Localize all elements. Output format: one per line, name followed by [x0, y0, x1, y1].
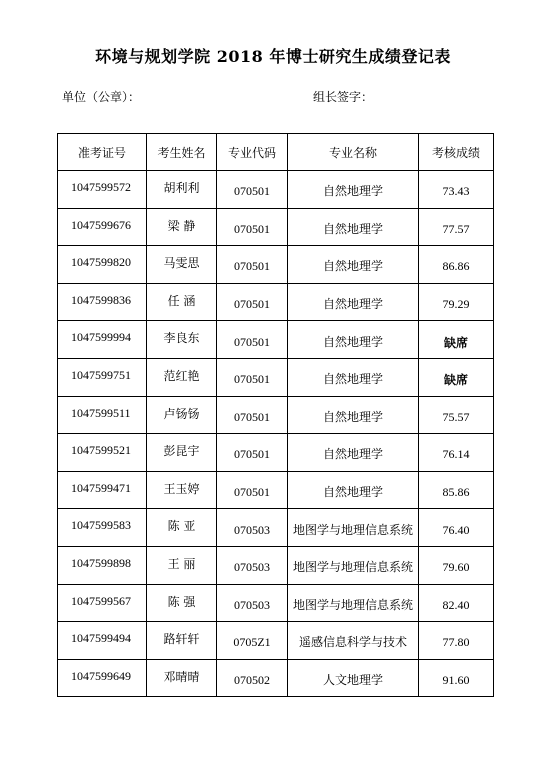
major-code-cell: 070501 [217, 396, 288, 434]
table-row [58, 208, 494, 246]
grades-table [57, 133, 494, 697]
table-row [58, 171, 494, 209]
score-cell: 79.29 [419, 283, 494, 321]
exam-id-cell: 1047599898 [58, 546, 147, 584]
major-name-cell: 人文地理学 [288, 659, 419, 697]
student-name-cell: 范红艳 [147, 358, 217, 396]
exam-id-cell: 1047599471 [58, 471, 147, 509]
score-cell: 77.80 [419, 622, 494, 660]
score-cell: 76.14 [419, 434, 494, 472]
exam-id-cell: 1047599567 [58, 584, 147, 622]
exam-id-cell: 1047599820 [58, 246, 147, 284]
table-row [58, 622, 494, 660]
major-code-cell: 070501 [217, 321, 288, 359]
student-name-cell: 王 丽 [147, 546, 217, 584]
major-code-cell: 070501 [217, 471, 288, 509]
exam-id-cell: 1047599521 [58, 434, 147, 472]
table-row [58, 509, 494, 547]
table-row [58, 584, 494, 622]
exam-id-cell: 1047599751 [58, 358, 147, 396]
score-cell: 缺席 [419, 321, 494, 359]
major-name-cell: 地图学与地理信息系统 [288, 546, 419, 584]
score-cell: 91.60 [419, 659, 494, 697]
column-header-exam-id: 准考证号 [58, 134, 147, 171]
major-name-cell: 自然地理学 [288, 396, 419, 434]
major-name-cell: 遥感信息科学与技术 [288, 622, 419, 660]
major-name-cell: 地图学与地理信息系统 [288, 584, 419, 622]
major-code-cell: 070503 [217, 509, 288, 547]
major-name-cell: 自然地理学 [288, 171, 419, 209]
score-cell: 缺席 [419, 358, 494, 396]
column-header-major-code: 专业代码 [217, 134, 288, 171]
major-code-cell: 070501 [217, 246, 288, 284]
student-name-cell: 王玉婷 [147, 471, 217, 509]
major-code-cell: 070501 [217, 358, 288, 396]
score-cell: 82.40 [419, 584, 494, 622]
table-row [58, 546, 494, 584]
table-row [58, 246, 494, 284]
student-name-cell: 卢钖钖 [147, 396, 217, 434]
student-name-cell: 路轩轩 [147, 622, 217, 660]
column-header-name: 考生姓名 [147, 134, 217, 171]
student-name-cell: 陈 强 [147, 584, 217, 622]
student-name-cell: 邓晴晴 [147, 659, 217, 697]
student-name-cell: 彭昆宇 [147, 434, 217, 472]
major-name-cell: 自然地理学 [288, 283, 419, 321]
leader-signature-label: 组长签字： [313, 90, 374, 104]
table-row [58, 358, 494, 396]
exam-id-cell: 1047599494 [58, 622, 147, 660]
exam-id-cell: 1047599583 [58, 509, 147, 547]
table-row [58, 283, 494, 321]
student-name-cell: 陈 亚 [147, 509, 217, 547]
major-name-cell: 自然地理学 [288, 321, 419, 359]
exam-id-cell: 1047599649 [58, 659, 147, 697]
major-name-cell: 自然地理学 [288, 471, 419, 509]
exam-id-cell: 1047599511 [58, 396, 147, 434]
student-name-cell: 梁 静 [147, 208, 217, 246]
score-cell: 75.57 [419, 396, 494, 434]
major-name-cell: 自然地理学 [288, 208, 419, 246]
column-header-score: 考核成绩 [419, 134, 494, 171]
major-code-cell: 070501 [217, 171, 288, 209]
column-header-major-name: 专业名称 [288, 134, 419, 171]
score-cell: 86.86 [419, 246, 494, 284]
major-code-cell: 070501 [217, 208, 288, 246]
major-name-cell: 自然地理学 [288, 246, 419, 284]
score-cell: 73.43 [419, 171, 494, 209]
page-title: 环境与规划学院 2018 年博士研究生成绩登记表 [95, 47, 451, 66]
score-cell: 79.60 [419, 546, 494, 584]
table-row [58, 659, 494, 697]
major-code-cell: 070503 [217, 546, 288, 584]
student-name-cell: 马雯思 [147, 246, 217, 284]
score-cell: 76.40 [419, 509, 494, 547]
table-body [58, 171, 494, 697]
exam-id-cell: 1047599836 [58, 283, 147, 321]
major-code-cell: 070501 [217, 434, 288, 472]
table-row [58, 471, 494, 509]
score-cell: 85.86 [419, 471, 494, 509]
major-name-cell: 地图学与地理信息系统 [288, 509, 419, 547]
table-row [58, 434, 494, 472]
table-header-row [58, 134, 494, 171]
unit-seal-label: 单位（公章）： [62, 90, 141, 104]
major-code-cell: 070501 [217, 283, 288, 321]
exam-id-cell: 1047599994 [58, 321, 147, 359]
major-code-cell: 0705Z1 [217, 622, 288, 660]
major-code-cell: 070502 [217, 659, 288, 697]
score-cell: 77.57 [419, 208, 494, 246]
major-name-cell: 自然地理学 [288, 358, 419, 396]
exam-id-cell: 1047599572 [58, 171, 147, 209]
student-name-cell: 李良东 [147, 321, 217, 359]
table-row [58, 396, 494, 434]
major-code-cell: 070503 [217, 584, 288, 622]
exam-id-cell: 1047599676 [58, 208, 147, 246]
table-row [58, 321, 494, 359]
student-name-cell: 胡利利 [147, 171, 217, 209]
student-name-cell: 任 涵 [147, 283, 217, 321]
major-name-cell: 自然地理学 [288, 434, 419, 472]
